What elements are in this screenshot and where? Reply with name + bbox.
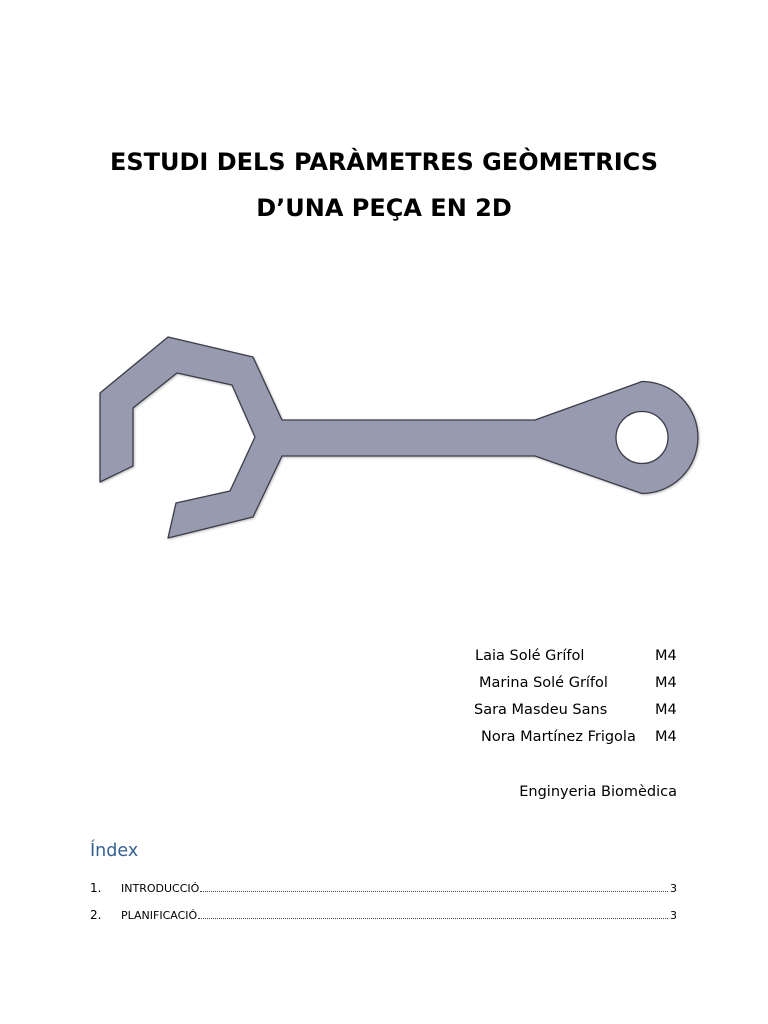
author-row	[0, 697, 768, 724]
author-name: Laia Solé Grífol	[475, 648, 585, 664]
author-row	[0, 724, 768, 751]
author-group: M4	[655, 648, 677, 664]
title-line-2: D’UNA PEÇA EN 2D	[256, 194, 512, 222]
wrench-part-outline-group	[100, 337, 698, 538]
toc-entry-page: 3	[670, 882, 677, 895]
eye-hole	[616, 412, 668, 464]
author-name: Marina Solé Grífol	[479, 675, 608, 691]
toc-entry[interactable]	[90, 907, 677, 923]
author-name: Nora Martínez Frigola	[481, 729, 636, 745]
toc-entry[interactable]	[90, 880, 677, 896]
toc-entry-page: 3	[670, 909, 677, 922]
toc-dot-leader	[200, 890, 668, 892]
wrench-part-figure	[0, 320, 768, 560]
author-group: M4	[655, 675, 677, 691]
toc-entry-title: INTRODUCCIÓ	[121, 882, 200, 895]
author-row	[0, 670, 768, 697]
toc-entry-number: 2.	[90, 908, 102, 922]
toc-entry-number: 1.	[90, 881, 102, 895]
wrench-part-shape	[100, 337, 698, 538]
index-heading: Índex	[90, 841, 139, 861]
document-title	[0, 139, 768, 231]
toc-dot-leader	[198, 917, 668, 919]
author-group: M4	[655, 702, 677, 718]
author-name: Sara Masdeu Sans	[474, 702, 608, 718]
author-row	[0, 643, 768, 670]
toc-entry-title: PLANIFICACIÓ	[121, 909, 198, 922]
author-group: M4	[655, 729, 677, 745]
wrench-part-drawing	[0, 320, 768, 560]
degree-label: Enginyeria Biomèdica	[519, 784, 677, 800]
title-line-1: ESTUDI DELS PARÀMETRES GEÒMETRICS	[109, 148, 659, 176]
